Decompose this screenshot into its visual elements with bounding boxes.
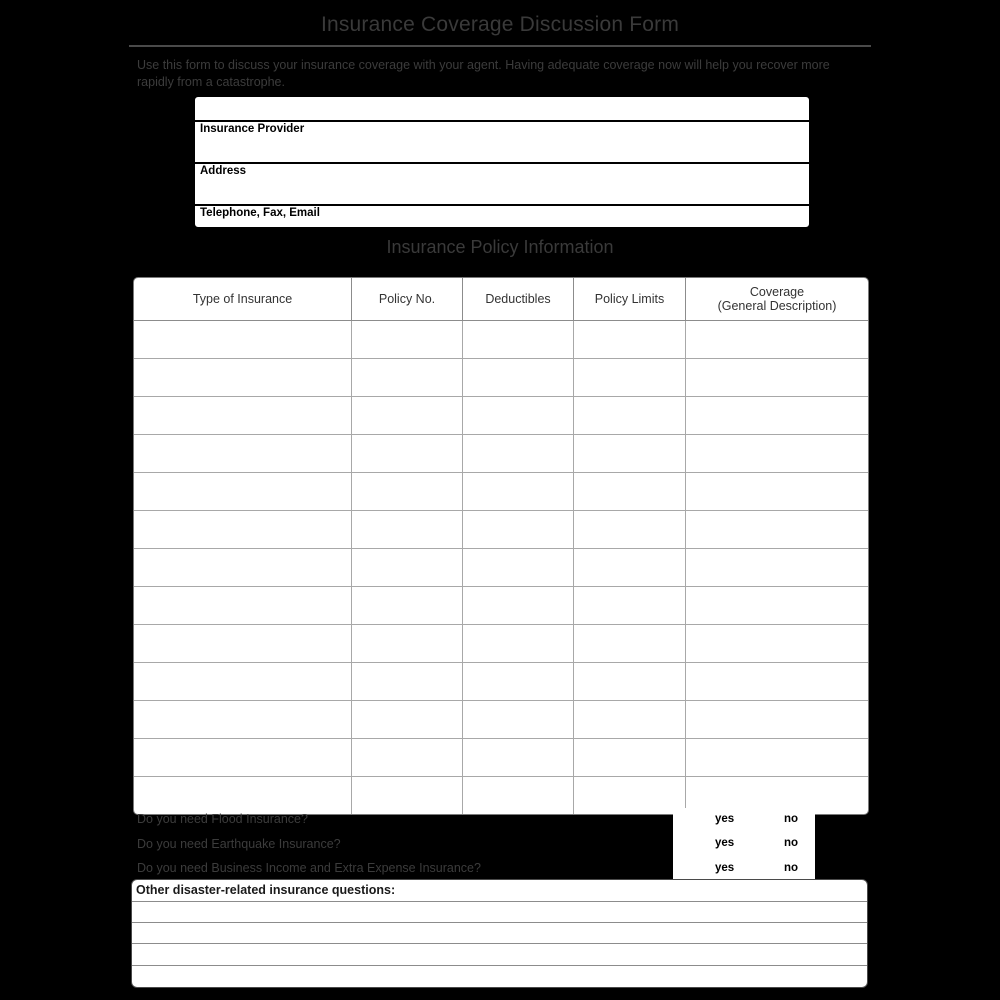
table-row bbox=[134, 397, 868, 435]
table-cell[interactable] bbox=[686, 587, 869, 625]
table-cell[interactable] bbox=[134, 359, 352, 397]
policy-table-body bbox=[134, 321, 868, 815]
table-cell[interactable] bbox=[574, 473, 686, 511]
table-cell[interactable] bbox=[352, 511, 463, 549]
table-cell[interactable] bbox=[463, 701, 574, 739]
table-cell[interactable] bbox=[574, 359, 686, 397]
table-cell[interactable] bbox=[134, 321, 352, 359]
table-cell[interactable] bbox=[574, 777, 686, 815]
table-row bbox=[134, 435, 868, 473]
column-header-label: Type of Insurance bbox=[192, 292, 293, 306]
other-questions-write-line[interactable] bbox=[132, 902, 867, 923]
yes-no-answer-panel bbox=[673, 808, 815, 881]
title-divider bbox=[129, 45, 871, 47]
provider-field-label: Address bbox=[200, 165, 247, 177]
column-header-label: Policy Limits bbox=[594, 292, 665, 306]
insurance-provider-box bbox=[193, 95, 811, 229]
question-flood-insurance: Do you need Flood Insurance? bbox=[137, 812, 308, 826]
table-row bbox=[134, 511, 868, 549]
yes-option-business-income[interactable]: yes bbox=[715, 861, 735, 874]
provider-row-telephone-fax-email[interactable] bbox=[195, 206, 809, 227]
table-cell[interactable] bbox=[463, 777, 574, 815]
table-row bbox=[134, 663, 868, 701]
table-cell[interactable] bbox=[686, 321, 869, 359]
table-cell[interactable] bbox=[686, 511, 869, 549]
no-option-business-income[interactable]: no bbox=[784, 861, 799, 874]
table-cell[interactable] bbox=[134, 739, 352, 777]
section-title-policy-information: Insurance Policy Information bbox=[386, 237, 614, 257]
table-cell[interactable] bbox=[686, 473, 869, 511]
policy-table-header bbox=[134, 278, 868, 321]
table-cell[interactable] bbox=[352, 473, 463, 511]
table-cell[interactable] bbox=[463, 625, 574, 663]
column-header-label: Deductibles bbox=[485, 292, 551, 306]
column-header-type-of-insurance bbox=[134, 278, 352, 321]
column-header-policy-limits bbox=[574, 278, 686, 321]
yes-no-question-list bbox=[137, 812, 677, 886]
table-cell[interactable] bbox=[134, 777, 352, 815]
provider-row-blank[interactable] bbox=[195, 97, 809, 122]
table-cell[interactable] bbox=[352, 549, 463, 587]
column-header-label: Coverage bbox=[749, 285, 805, 299]
column-header-coverage bbox=[686, 278, 869, 321]
table-cell[interactable] bbox=[574, 625, 686, 663]
provider-field-label: Telephone, Fax, Email bbox=[200, 207, 320, 219]
table-cell[interactable] bbox=[134, 435, 352, 473]
column-header-sublabel: (General Description) bbox=[717, 299, 837, 313]
table-cell[interactable] bbox=[574, 739, 686, 777]
table-cell[interactable] bbox=[134, 587, 352, 625]
table-cell[interactable] bbox=[686, 701, 869, 739]
table-cell[interactable] bbox=[352, 663, 463, 701]
table-header-row bbox=[134, 278, 868, 321]
yes-option-flood[interactable]: yes bbox=[715, 813, 735, 825]
table-cell[interactable] bbox=[463, 663, 574, 701]
policy-table bbox=[134, 278, 868, 814]
table-cell[interactable] bbox=[574, 511, 686, 549]
table-cell[interactable] bbox=[352, 701, 463, 739]
table-cell[interactable] bbox=[134, 701, 352, 739]
table-cell[interactable] bbox=[352, 625, 463, 663]
yes-option-earthquake[interactable]: yes bbox=[715, 837, 735, 850]
table-cell[interactable] bbox=[134, 511, 352, 549]
table-cell[interactable] bbox=[574, 435, 686, 473]
table-cell[interactable] bbox=[463, 321, 574, 359]
column-header-deductibles bbox=[463, 278, 574, 321]
page-title: Insurance Coverage Discussion Form bbox=[320, 13, 680, 36]
other-questions-box bbox=[131, 879, 868, 988]
table-row bbox=[134, 625, 868, 663]
table-cell[interactable] bbox=[574, 663, 686, 701]
table-cell[interactable] bbox=[352, 397, 463, 435]
table-row bbox=[134, 473, 868, 511]
provider-row-address[interactable] bbox=[195, 164, 809, 206]
yes-no-row-business-income bbox=[673, 857, 815, 881]
table-cell[interactable] bbox=[134, 663, 352, 701]
table-cell[interactable] bbox=[352, 739, 463, 777]
table-cell[interactable] bbox=[463, 587, 574, 625]
table-cell[interactable] bbox=[352, 321, 463, 359]
table-cell[interactable] bbox=[574, 587, 686, 625]
table-cell[interactable] bbox=[686, 435, 869, 473]
form-description: Use this form to discuss your insurance coverage with your agent. Having adequate coverage now will help you recover more rapidly from a catastrophe. bbox=[137, 58, 830, 89]
table-cell[interactable] bbox=[463, 739, 574, 777]
table-cell[interactable] bbox=[134, 625, 352, 663]
table-row bbox=[134, 549, 868, 587]
table-cell[interactable] bbox=[463, 397, 574, 435]
table-cell[interactable] bbox=[352, 435, 463, 473]
table-cell[interactable] bbox=[686, 739, 869, 777]
table-cell[interactable] bbox=[686, 397, 869, 435]
yes-no-row-earthquake bbox=[673, 832, 815, 856]
no-option-flood[interactable]: no bbox=[784, 813, 799, 825]
table-cell[interactable] bbox=[463, 435, 574, 473]
table-row bbox=[134, 739, 868, 777]
question-business-income-insurance: Do you need Business Income and Extra Expense Insurance? bbox=[137, 861, 481, 875]
other-questions-write-line[interactable] bbox=[132, 923, 867, 944]
table-cell[interactable] bbox=[463, 359, 574, 397]
question-earthquake-insurance: Do you need Earthquake Insurance? bbox=[137, 836, 341, 851]
other-questions-write-line[interactable] bbox=[132, 944, 867, 965]
policy-table-container bbox=[133, 277, 869, 815]
other-questions-label: Other disaster-related insurance questions: bbox=[132, 880, 867, 902]
yes-no-row-flood bbox=[673, 808, 815, 832]
table-cell[interactable] bbox=[352, 777, 463, 815]
table-cell[interactable] bbox=[686, 359, 869, 397]
column-header-policy-no bbox=[352, 278, 463, 321]
column-header-label: Policy No. bbox=[378, 292, 436, 306]
table-cell[interactable] bbox=[574, 397, 686, 435]
provider-field-label: Insurance Provider bbox=[200, 123, 305, 135]
table-row bbox=[134, 359, 868, 397]
table-row bbox=[134, 701, 868, 739]
table-cell[interactable] bbox=[686, 663, 869, 701]
table-cell[interactable] bbox=[574, 701, 686, 739]
table-cell[interactable] bbox=[686, 625, 869, 663]
other-questions-lines bbox=[132, 902, 867, 987]
table-cell[interactable] bbox=[352, 359, 463, 397]
table-cell[interactable] bbox=[134, 397, 352, 435]
table-cell[interactable] bbox=[352, 587, 463, 625]
table-cell[interactable] bbox=[463, 549, 574, 587]
table-cell[interactable] bbox=[574, 321, 686, 359]
no-option-earthquake[interactable]: no bbox=[784, 837, 799, 850]
table-cell[interactable] bbox=[574, 549, 686, 587]
table-cell[interactable] bbox=[134, 549, 352, 587]
provider-row-insurance-provider[interactable] bbox=[195, 122, 809, 164]
table-row bbox=[134, 321, 868, 359]
table-cell[interactable] bbox=[134, 473, 352, 511]
table-cell[interactable] bbox=[463, 511, 574, 549]
other-questions-write-line[interactable] bbox=[132, 966, 867, 987]
table-row bbox=[134, 587, 868, 625]
table-cell[interactable] bbox=[686, 549, 869, 587]
table-cell[interactable] bbox=[463, 473, 574, 511]
